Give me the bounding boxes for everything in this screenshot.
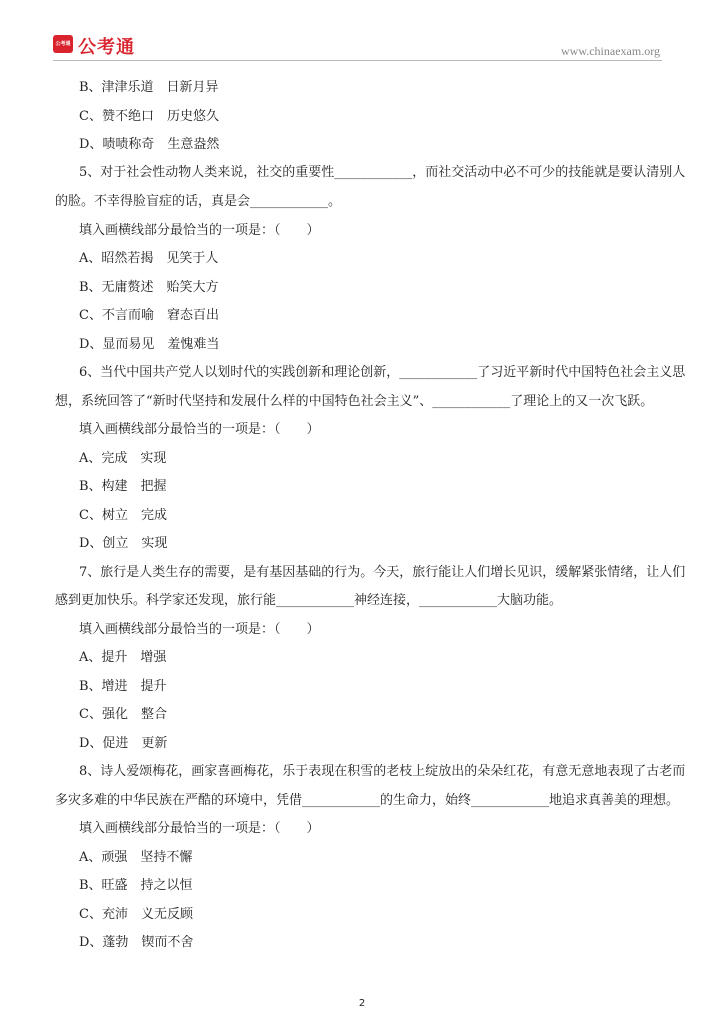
option-line: D、蓬勃 锲而不舍 [79, 935, 194, 950]
answer-prompt: 填入画横线部分最恰当的一项是：（ ） [79, 223, 320, 238]
page-number: 2 [358, 998, 366, 1009]
question-5-text: 5、对于社会性动物人类来说，社交的重要性____________，而社交活动中必不可少的技能就是要认清别人 [79, 165, 686, 180]
option-line: C、强化 整合 [79, 707, 167, 722]
option-line: B、旺盛 持之以恒 [79, 878, 193, 893]
answer-prompt: 填入画横线部分最恰当的一项是：（ ） [79, 622, 320, 637]
option-line: C、赞不绝口 历史悠久 [79, 109, 219, 124]
header-divider [53, 60, 662, 61]
question-6-text-cont: 想，系统回答了“新时代坚持和发展什么样的中国特色社会主义”、____________了理论上的又一次飞跃。 [55, 394, 654, 409]
question-7-text: 7、旅行是人类生存的需要，是有基因基础的行为。今天，旅行能让人们增长见识，缓解紧张情绪，让人们 [79, 565, 686, 580]
question-8-text: 8、诗人爱颂梅花，画家喜画梅花，乐于表现在积雪的老枝上绽放出的朵朵红花，有意无意地表现了古老而 [79, 764, 686, 779]
answer-prompt: 填入画横线部分最恰当的一项是：（ ） [79, 422, 320, 437]
logo-text: 公考通 [78, 37, 135, 58]
option-line: C、不言而喻 窘态百出 [79, 308, 219, 323]
option-line: D、创立 实现 [79, 536, 168, 551]
question-8-text-cont: 多灾多难的中华民族在严酷的环境中，凭借____________的生命力，始终____________地追求真善美的理想。 [55, 793, 680, 808]
site-url: www.chinaexam.org [561, 44, 660, 58]
option-line: D、促进 更新 [79, 736, 168, 751]
question-6-text: 6、当代中国共产党人以划时代的实践创新和理论创新，____________了习近平新时代中国特色社会主义思 [79, 365, 686, 380]
answer-prompt: 填入画横线部分最恰当的一项是：（ ） [79, 821, 320, 836]
option-line: A、昭然若揭 见笑于人 [79, 251, 219, 266]
page-header [0, 0, 724, 62]
option-line: C、树立 完成 [79, 508, 167, 523]
option-line: D、显而易见 羞愧难当 [79, 337, 220, 352]
option-line: A、提升 增强 [79, 650, 167, 665]
question-7-text-cont: 感到更加快乐。科学家还发现，旅行能____________神经连接，____________大脑功能。 [55, 593, 563, 608]
logo-badge: 公考通 [53, 35, 73, 53]
option-line: B、增进 提升 [79, 679, 167, 694]
option-line: B、无庸赘述 贻笑大方 [79, 280, 219, 295]
question-5-text-cont: 的脸。不幸得脸盲症的话，真是会____________。 [55, 194, 342, 209]
option-line: B、津津乐道 日新月异 [79, 80, 219, 95]
option-line: A、完成 实现 [79, 451, 167, 466]
option-line: B、构建 把握 [79, 479, 167, 494]
option-line: D、啧啧称奇 生意盎然 [79, 137, 220, 152]
option-line: A、顽强 坚持不懈 [79, 850, 193, 865]
option-line: C、充沛 义无反顾 [79, 907, 193, 922]
